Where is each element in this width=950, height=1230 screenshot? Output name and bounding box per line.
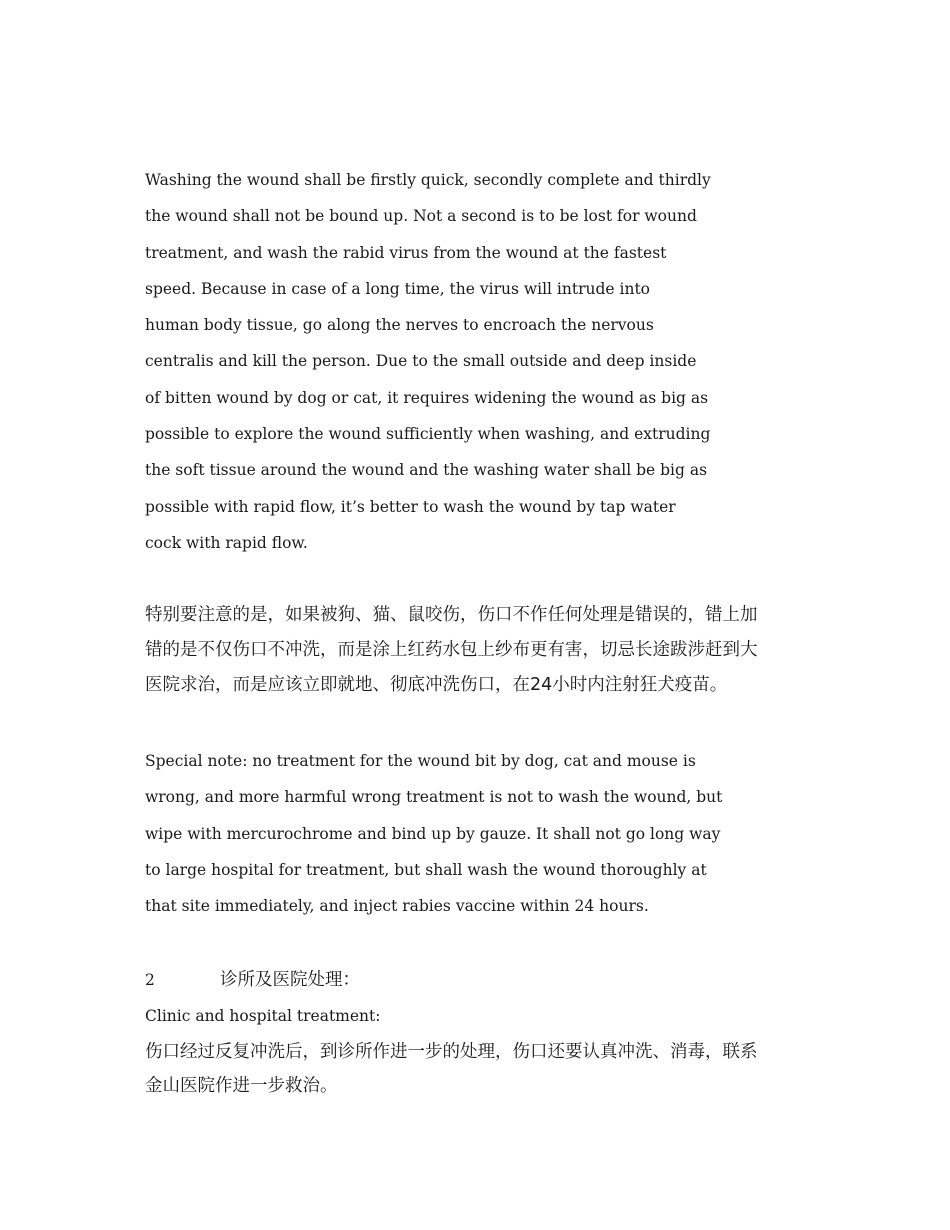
paragraph-zh-special-note	[145, 598, 815, 703]
text-line: 金山医院作进一步救治。	[145, 1076, 338, 1096]
section-title-en: Clinic and hospital treatment:	[145, 1007, 381, 1025]
text-line: 特别要注意的是，如果被狗、猫、鼠咬伤，伤口不作任何处理是错误的，错上加	[145, 605, 758, 625]
paragraph-zh-clinic	[145, 1035, 758, 1103]
text-line: cock with rapid flow.	[145, 533, 308, 552]
text-line: 错的是不仅伤口不冲洗，而是涂上红药水包上纱布更有害，切忌长途跋涉赶到大	[145, 640, 758, 660]
paragraph-en-special-note	[145, 743, 815, 924]
text-line: human body tissue, go along the nerves to encroach the nervous	[145, 316, 654, 335]
text-line: Special note: no treatment for the wound bit by dog, cat and mouse is	[145, 752, 696, 770]
text-line: Washing the wound shall be firstly quick, secondly complete and thirdly	[145, 171, 711, 189]
text-line: to large hospital for treatment, but shall wash the wound thoroughly at	[145, 860, 707, 879]
text-line: 医院求治，而是应该立即就地、彻底冲洗伤口，在24小时内注射狂犬疫苗。	[145, 675, 728, 695]
text-line: that site immediately, and inject rabies vaccine within 24 hours.	[145, 897, 649, 916]
paragraph-en-wound-washing	[145, 162, 815, 561]
section-title-zh: 诊所及医院处理：	[220, 970, 360, 990]
text-line: wrong, and more harmful wrong treatment is not to wash the wound, but	[145, 788, 723, 807]
text-line: possible to explore the wound sufficiently when washing, and extruding	[145, 425, 711, 444]
text-line: the soft tissue around the wound and the washing water shall be big as	[145, 461, 708, 480]
text-line: the wound shall not be bound up. Not a second is to be lost for wound	[145, 207, 697, 226]
text-line: speed. Because in case of a long time, the virus will intrude into	[145, 279, 651, 298]
text-line: possible with rapid flow, it’s better to wash the wound by tap water	[145, 497, 676, 516]
text-line: 伤口经过反复冲洗后，到诊所作进一步的处理，伤口还要认真冲洗、消毒，联系	[145, 1042, 758, 1062]
text-line: of bitten wound by dog or cat, it requires widening the wound as big as	[145, 388, 709, 407]
text-line: centralis and kill the person. Due to the small outside and deep inside	[145, 352, 697, 371]
text-line: treatment, and wash the rabid virus from the wound at the fastest	[145, 243, 667, 262]
section-number: 2	[145, 971, 155, 989]
text-line: wipe with mercurochrome and bind up by gauze. It shall not go long way	[145, 824, 721, 843]
